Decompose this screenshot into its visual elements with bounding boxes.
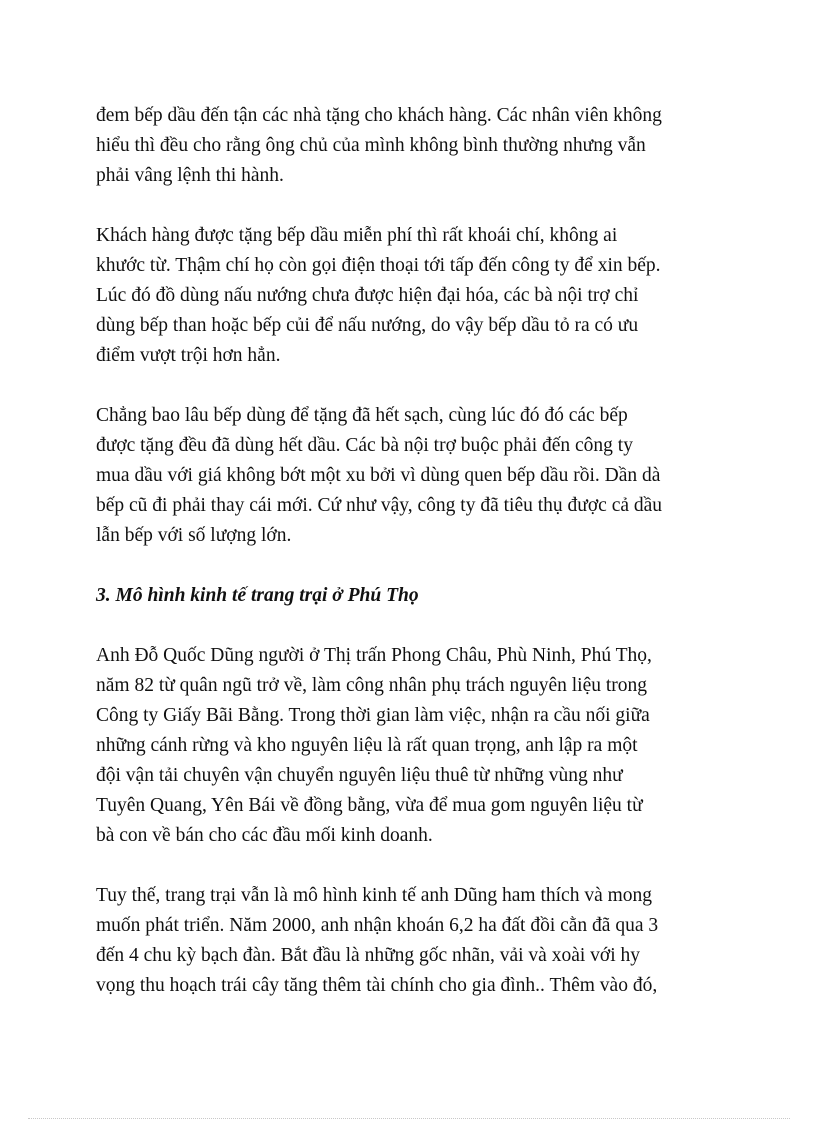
paragraph-2 — [96, 221, 720, 371]
text-line: muốn phát triển. Năm 2000, anh nhận khoán 6,2 ha đất đồi cằn đã qua 3 — [96, 915, 659, 936]
text-line: lẫn bếp với số lượng lớn. — [96, 525, 292, 546]
text-line: Khách hàng được tặng bếp dầu miễn phí thì rất khoái chí, không ai — [96, 225, 618, 246]
text-line: đến 4 chu kỳ bạch đàn. Bắt đầu là những gốc nhãn, vải và xoài với hy — [96, 945, 640, 966]
document-body — [96, 101, 720, 1031]
text-line: dùng bếp than hoặc bếp củi để nấu nướng, do vậy bếp dầu tỏ ra có ưu — [96, 315, 639, 336]
text-line: khước từ. Thậm chí họ còn gọi điện thoại tới tấp đến công ty để xin bếp. — [96, 255, 661, 276]
page-bottom-divider — [28, 1118, 790, 1119]
text-line: vọng thu hoạch trái cây tăng thêm tài chính cho gia đình.. Thêm vào đó, — [96, 975, 658, 996]
text-line: Chẳng bao lâu bếp dùng để tặng đã hết sạch, cùng lúc đó đó các bếp — [96, 405, 628, 426]
text-line: mua dầu với giá không bớt một xu bởi vì dùng quen bếp dầu rồi. Dần dà — [96, 465, 661, 486]
text-line: năm 82 từ quân ngũ trở về, làm công nhân phụ trách nguyên liệu trong — [96, 675, 648, 696]
text-line: điểm vượt trội hơn hẳn. — [96, 345, 281, 366]
section-heading: 3. Mô hình kinh tế trang trại ở Phú Thọ — [96, 585, 419, 606]
paragraph-3 — [96, 401, 720, 551]
text-line: Tuyên Quang, Yên Bái về đồng bằng, vừa để mua gom nguyên liệu từ — [96, 795, 643, 816]
paragraph-4 — [96, 641, 720, 851]
text-line: Anh Đỗ Quốc Dũng người ở Thị trấn Phong Châu, Phù Ninh, Phú Thọ, — [96, 645, 652, 666]
text-line: đội vận tải chuyên vận chuyển nguyên liệu thuê từ những vùng như — [96, 765, 623, 786]
text-line: hiểu thì đều cho rằng ông chủ của mình không bình thường nhưng vẫn — [96, 135, 646, 156]
text-line: Công ty Giấy Bãi Bằng. Trong thời gian làm việc, nhận ra cầu nối giữa — [96, 705, 650, 726]
text-line: Tuy thế, trang trại vẫn là mô hình kinh tế anh Dũng ham thích và mong — [96, 885, 653, 906]
text-line: đem bếp dầu đến tận các nhà tặng cho khách hàng. Các nhân viên không — [96, 105, 662, 126]
text-line: Lúc đó đồ dùng nấu nướng chưa được hiện đại hóa, các bà nội trợ chỉ — [96, 285, 639, 306]
text-line: phải vâng lệnh thi hành. — [96, 165, 284, 186]
text-line: những cánh rừng và kho nguyên liệu là rất quan trọng, anh lập ra một — [96, 735, 638, 756]
paragraph-1 — [96, 101, 720, 191]
text-line: bếp cũ đi phải thay cái mới. Cứ như vậy, công ty đã tiêu thụ được cả dầu — [96, 495, 663, 516]
paragraph-5 — [96, 881, 720, 1001]
text-line: bà con về bán cho các đầu mối kinh doanh. — [96, 825, 433, 846]
text-line: được tặng đều đã dùng hết dầu. Các bà nội trợ buộc phải đến công ty — [96, 435, 633, 456]
